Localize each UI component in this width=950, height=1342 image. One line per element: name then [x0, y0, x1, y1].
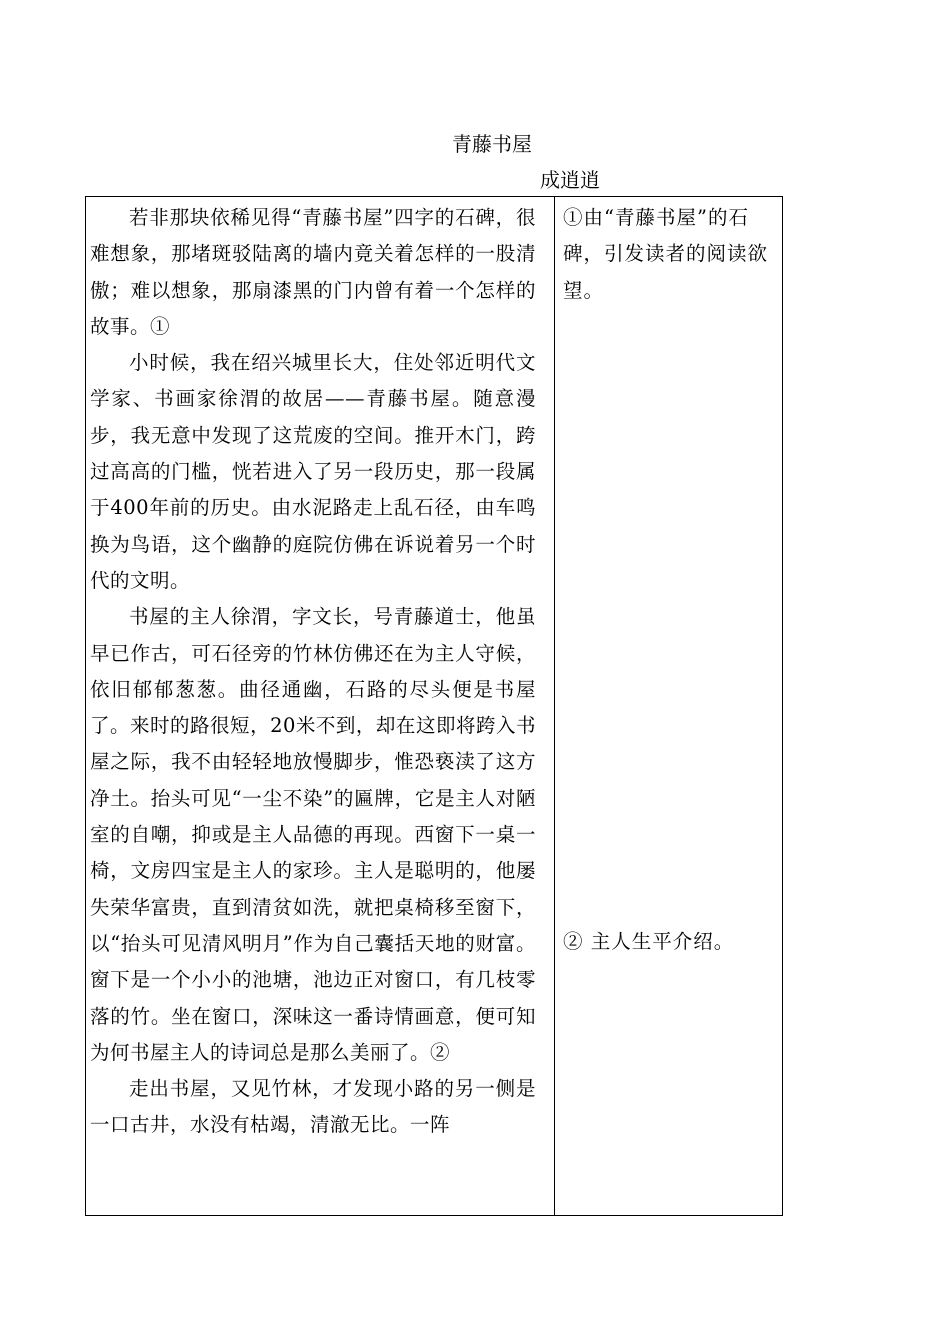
annotation-note-1: ①由“青藤书屋”的石碑，引发读者的阅读欲望。: [563, 206, 769, 302]
document-title: 青藤书屋: [452, 132, 532, 156]
essay-paragraph-4: 走出书屋，又见竹林，才发现小路的另一侧是一口古井，水没有枯竭，清澈无比。一阵: [90, 1077, 536, 1137]
essay-text-column: [86, 197, 555, 1215]
annotation-column: [555, 197, 782, 1215]
essay-paragraph-2: 小时候，我在绍兴城里长大，住处邻近明代文学家、书画家徐渭的故居——青藤书屋。随意漫步，我无意中发现了这荒废的空间。推开木门，跨过高高的门槛，恍若进入了另一段历史，那一段属于400年前的历史。由水泥路走上乱石径，由车鸣换为鸟语，这个幽静的庭院仿佛在诉说着另一个时代的文明。: [90, 351, 536, 592]
essay-paragraph-1: 若非那块依稀见得“青藤书屋”四字的石碑，很难想象，那堵斑驳陆离的墙内竟关着怎样的一股清傲；难以想象，那扇漆黑的门内曾有着一个怎样的故事。①: [90, 206, 536, 338]
annotation-note-2: ② 主人生平介绍。: [563, 930, 735, 953]
document-author: 成逍逍: [540, 168, 600, 192]
essay-paragraph-3: 书屋的主人徐渭，字文长，号青藤道士，他虽早已作古，可石径旁的竹林仿佛还在为主人守候，依旧郁郁葱葱。曲径通幽，石路的尽头便是书屋了。来时的路很短，20米不到，却在这即将跨入书屋之际，我不由轻轻地放慢脚步，惟恐亵渎了这方净土。抬头可见“一尘不染”的匾牌，它是主人对陋室的自嘲，抑或是主人品德的再现。西窗下一桌一椅，文房四宝是主人的家珍。主人是聪明的，他屡失荣华富贵，直到清贫如洗，就把桌椅移至窗下，以“抬头可见清风明月”作为自己囊括天地的财富。窗下是一个小小的池塘，池边正对窗口，有几枝零落的竹。坐在窗口，深味这一番诗情画意，便可知为何书屋主人的诗词总是那么美丽了。②: [90, 605, 536, 1064]
annotation-table: [85, 196, 783, 1216]
